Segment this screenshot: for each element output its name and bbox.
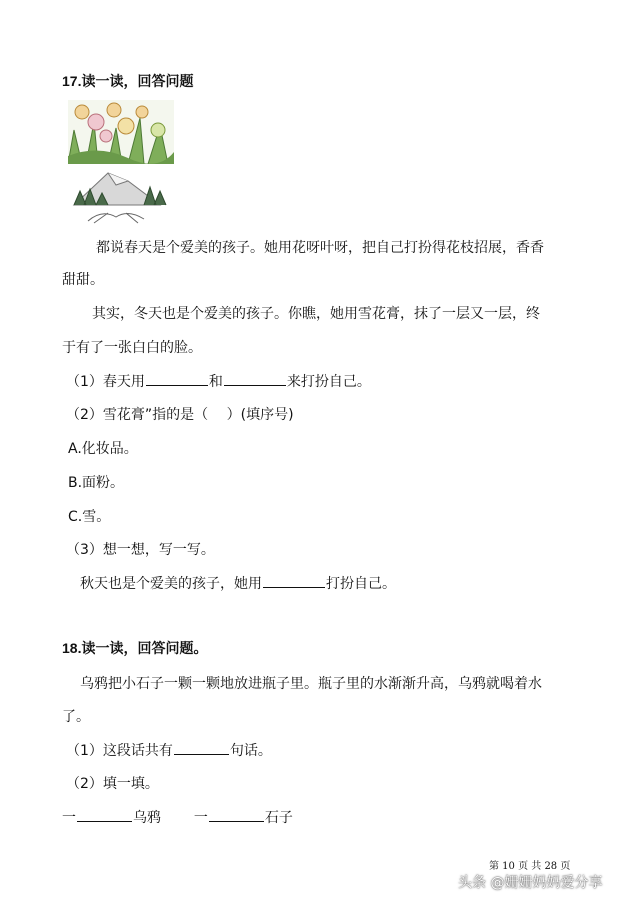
q17-sub3-prefix: 秋天也是个爱美的孩子，她用 (80, 576, 262, 592)
q17-para2-line2: 于有了一张白白的脸。 (62, 340, 202, 356)
question-17-title: 17.读一读，回答问题 (62, 73, 194, 89)
q18-fill-a-noun: 乌鸦 (133, 810, 161, 826)
q17-para1-line2: 甜甜。 (62, 272, 104, 288)
q18-sub2: （2）填一填。 (66, 776, 159, 792)
answer-blank[interactable] (263, 575, 325, 588)
q17-sub1-prefix: （1）春天用 (66, 374, 145, 390)
q18-sub1-prefix: （1）这段话共有 (66, 743, 173, 759)
q17-option-b: B.面粉。 (68, 475, 125, 491)
q18-fill-b-prefix: 一 (193, 810, 208, 826)
answer-blank[interactable] (174, 742, 229, 755)
spring-flowers-illustration (68, 100, 174, 164)
answer-blank[interactable] (77, 809, 132, 822)
q17-option-c: C.雪。 (68, 509, 111, 525)
q17-sub1-suffix: 来打扮自己。 (286, 374, 371, 390)
q18-para-line1: 乌鸦把小石子一颗一颗地放进瓶子里。瓶子里的水渐渐升高，乌鸦就喝着水 (80, 676, 542, 692)
q18-fill-b-noun: 石子 (264, 810, 293, 826)
q17-sub2: （2）雪花膏”指的是（ ）(填序号) (66, 407, 294, 423)
page-number: 第 10 页 共 28 页 (489, 861, 571, 872)
q18-sub1-suffix: 句话。 (229, 743, 272, 759)
answer-blank[interactable] (146, 373, 208, 386)
q17-option-a: A.化妆品。 (68, 441, 138, 457)
answer-blank[interactable] (209, 809, 264, 822)
q18-fill-row (62, 807, 293, 827)
q17-para1-line1: 都说春天是个爱美的孩子。她用花呀叶呀，把自己打扮得花枝招展，香香 (96, 240, 544, 256)
watermark: 头条 @姗姗妈妈爱分享 (458, 875, 603, 891)
winter-mountain-illustration (68, 165, 172, 227)
q18-sub1 (66, 740, 272, 760)
q17-sub1-and: 和 (208, 374, 223, 390)
q17-sub1 (66, 371, 371, 391)
q17-para2-line1: 其实，冬天也是个爱美的孩子。你瞧，她用雪花膏，抹了一层又一层，终 (92, 306, 540, 322)
question-18-title: 18.读一读，回答问题。 (62, 640, 208, 656)
q17-sub3-suffix: 打扮自己。 (326, 576, 396, 592)
q18-para-line2: 了。 (62, 709, 90, 725)
q17-sub3-sentence (80, 573, 396, 593)
q17-sub3: （3）想一想，写一写。 (66, 542, 215, 558)
q18-fill-a-prefix: 一 (62, 810, 76, 826)
answer-blank[interactable] (224, 373, 286, 386)
